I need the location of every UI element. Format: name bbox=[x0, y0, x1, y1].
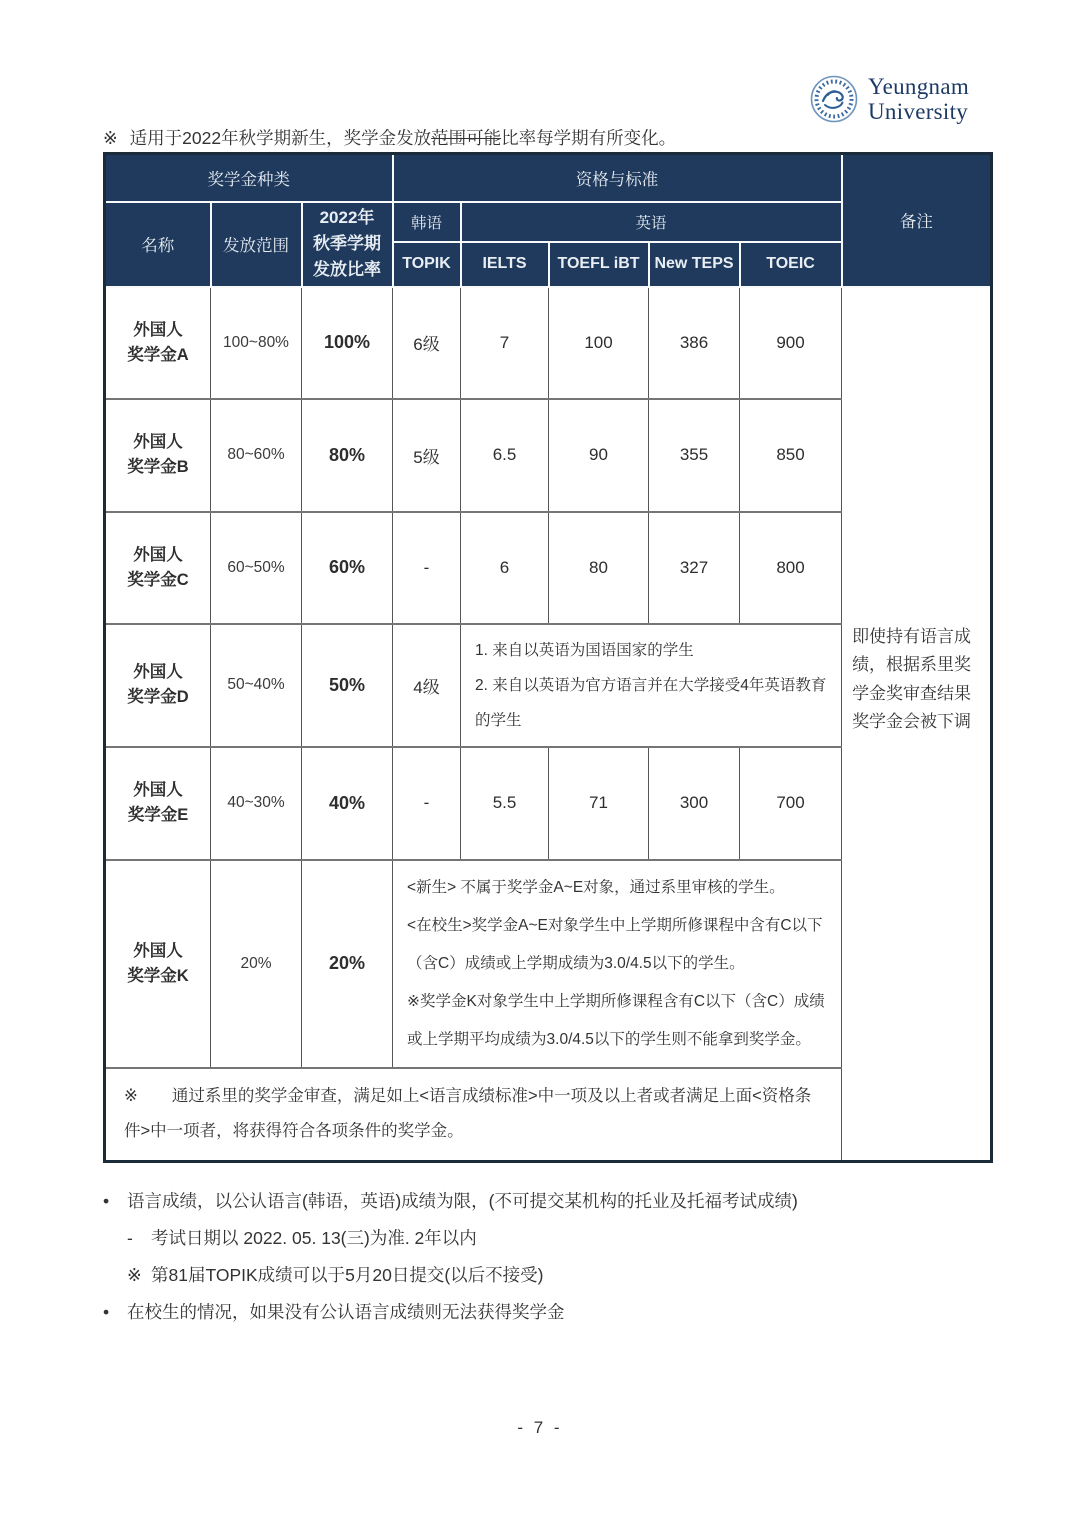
teps-score: 355 bbox=[649, 399, 740, 512]
note-line-exam-date bbox=[103, 1220, 963, 1257]
scholarship-name bbox=[105, 399, 211, 512]
header-remark: 备注 bbox=[842, 154, 992, 287]
scholarship-name bbox=[105, 624, 211, 747]
header-exam-newteps: New TEPS bbox=[649, 242, 740, 287]
scholarship-name bbox=[105, 747, 211, 860]
scholarship-name bbox=[105, 287, 211, 399]
toeic-score: 850 bbox=[740, 399, 842, 512]
scholarship-name-line1: 外国人 bbox=[133, 320, 183, 339]
table-footnote bbox=[105, 1068, 842, 1162]
topik-score: - bbox=[393, 747, 461, 860]
header-exam-toefl: TOEFL iBT bbox=[549, 242, 649, 287]
topik-score: - bbox=[393, 512, 461, 624]
ratio-value: 100% bbox=[302, 287, 393, 399]
top-note-text-struck: 范围可能 bbox=[431, 128, 502, 148]
toeic-score: 900 bbox=[740, 287, 842, 399]
note-line-language-scores bbox=[103, 1183, 963, 1220]
top-note-text-before: 适用于2022年秋学期新生，奖学金发放 bbox=[129, 128, 432, 148]
university-name bbox=[868, 74, 969, 124]
scholarship-name-line1: 外国人 bbox=[133, 663, 183, 681]
header-exam-ielts: IELTS bbox=[461, 242, 549, 287]
table-footnote-text: 通过系里的奖学金审查，满足如上<语言成绩标准>中一项及以上者或者满足上面<资格条件>中一项者，将获得符合各项条件的奖学金。 bbox=[124, 1087, 812, 1141]
scholarship-name-line2: 奖学金E bbox=[127, 806, 189, 824]
ielts-score: 7 bbox=[461, 287, 549, 399]
criteria-line: ※奖学金K对象学生中上学期所修课程含有C以下（含C）成绩或上学期平均成绩为3.0/4.5以下的学生则不能拿到奖学金。 bbox=[407, 992, 825, 1048]
note-text: 语言成绩，以公认语言(韩语，英语)成绩为限，(不可提交某机构的托业及托福考试成绩) bbox=[127, 1191, 798, 1211]
scholarship-name-line2: 奖学金B bbox=[127, 458, 189, 476]
header-ratio-line1: 2022年 bbox=[319, 208, 375, 227]
ielts-score: 6 bbox=[461, 512, 549, 624]
bullet-icon: • bbox=[103, 1191, 110, 1211]
scholarship-name-line1: 外国人 bbox=[133, 545, 183, 564]
university-name-line1: Yeungnam bbox=[868, 74, 970, 99]
header-row-groups bbox=[105, 154, 992, 202]
bullet-icon: • bbox=[103, 1302, 110, 1322]
reference-mark-icon: ※ bbox=[127, 1265, 142, 1285]
ratio-value: 60% bbox=[302, 512, 393, 624]
topik-score: 5级 bbox=[393, 399, 461, 512]
header-scholarship-type: 奖学金种类 bbox=[105, 154, 393, 202]
remark-note: 即使持有语言成绩，根据系里奖学金奖审查结果奖学金会被下调 bbox=[842, 287, 992, 1162]
scholarship-name-line2: 奖学金C bbox=[127, 570, 189, 589]
toeic-score: 800 bbox=[740, 512, 842, 624]
header-name: 名称 bbox=[105, 202, 211, 287]
scholarship-name-line1: 外国人 bbox=[133, 433, 183, 451]
scholarship-k-criteria-note bbox=[393, 860, 842, 1068]
top-note-marker: ※ bbox=[103, 128, 118, 148]
scholarship-name-line2: 奖学金D bbox=[127, 688, 189, 706]
teps-score: 386 bbox=[649, 287, 740, 399]
range-value: 50~40% bbox=[211, 624, 302, 747]
university-name-line2: University bbox=[868, 99, 969, 124]
scholarship-name-line2: 奖学金K bbox=[127, 966, 189, 985]
ratio-value: 20% bbox=[302, 860, 393, 1068]
header-exam-topik: TOPIK bbox=[393, 242, 461, 287]
scholarship-name bbox=[105, 860, 211, 1068]
top-note bbox=[103, 125, 863, 150]
header-ratio-line3: 发放比率 bbox=[313, 260, 381, 279]
toefl-score: 80 bbox=[549, 512, 649, 624]
scholarship-table bbox=[103, 152, 993, 1163]
range-value: 40~30% bbox=[211, 747, 302, 860]
dash-icon: - bbox=[127, 1228, 133, 1248]
top-note-text-after: 比率每学期有所变化。 bbox=[501, 128, 677, 148]
header-range: 发放范围 bbox=[211, 202, 302, 287]
bottom-notes bbox=[103, 1183, 963, 1331]
range-value: 60~50% bbox=[211, 512, 302, 624]
header-ratio-line2: 秋季学期 bbox=[313, 234, 381, 253]
criteria-line: 1. 来自以英语为国语国家的学生 bbox=[475, 641, 694, 659]
table-footnote-marker: ※ bbox=[124, 1087, 138, 1106]
note-line-enrolled-students bbox=[103, 1294, 963, 1331]
ratio-value: 40% bbox=[302, 747, 393, 860]
ielts-score: 6.5 bbox=[461, 399, 549, 512]
topik-score: 4级 bbox=[393, 624, 461, 747]
note-line-topik-deadline bbox=[103, 1257, 963, 1294]
criteria-line: <在校生>奖学金A~E对象学生中上学期所修课程中含有C以下（含C）成绩或上学期成绩为3.0/4.5以下的学生。 bbox=[407, 916, 823, 972]
scholarship-name-line2: 奖学金A bbox=[127, 345, 189, 364]
note-text: 第81届TOPIK成绩可以于5月20日提交(以后不接受) bbox=[151, 1265, 544, 1285]
toeic-score: 700 bbox=[740, 747, 842, 860]
header-english: 英语 bbox=[461, 202, 842, 242]
range-value: 20% bbox=[211, 860, 302, 1068]
page-number: - 7 - bbox=[517, 1418, 563, 1437]
scholarship-name-line1: 外国人 bbox=[133, 781, 183, 799]
range-value: 100~80% bbox=[211, 287, 302, 399]
toefl-score: 90 bbox=[549, 399, 649, 512]
scholarship-name-line1: 外国人 bbox=[133, 941, 183, 960]
english-criteria-note bbox=[461, 624, 842, 747]
criteria-line: <新生> 不属于奖学金A~E对象，通过系里审核的学生。 bbox=[407, 878, 785, 896]
header-ratio bbox=[302, 202, 393, 287]
header-exam-toeic: TOEIC bbox=[740, 242, 842, 287]
university-logo bbox=[810, 74, 969, 124]
note-text: 在校生的情况，如果没有公认语言成绩则无法获得奖学金 bbox=[127, 1302, 565, 1322]
scholarship-name bbox=[105, 512, 211, 624]
teps-score: 327 bbox=[649, 512, 740, 624]
note-text: 考试日期以 2022. 05. 13(三)为准. 2年以内 bbox=[151, 1228, 477, 1248]
university-seal-icon bbox=[810, 75, 858, 123]
ratio-value: 80% bbox=[302, 399, 393, 512]
criteria-line: 2. 来自以英语为官方语言并在大学接受4年英语教育的学生 bbox=[475, 676, 827, 729]
header-korean: 韩语 bbox=[393, 202, 461, 242]
teps-score: 300 bbox=[649, 747, 740, 860]
toefl-score: 100 bbox=[549, 287, 649, 399]
topik-score: 6级 bbox=[393, 287, 461, 399]
header-qualification-standard: 资格与标准 bbox=[393, 154, 842, 202]
toefl-score: 71 bbox=[549, 747, 649, 860]
range-value: 80~60% bbox=[211, 399, 302, 512]
ratio-value: 50% bbox=[302, 624, 393, 747]
ielts-score: 5.5 bbox=[461, 747, 549, 860]
table-row-scholarship-a bbox=[105, 287, 992, 399]
